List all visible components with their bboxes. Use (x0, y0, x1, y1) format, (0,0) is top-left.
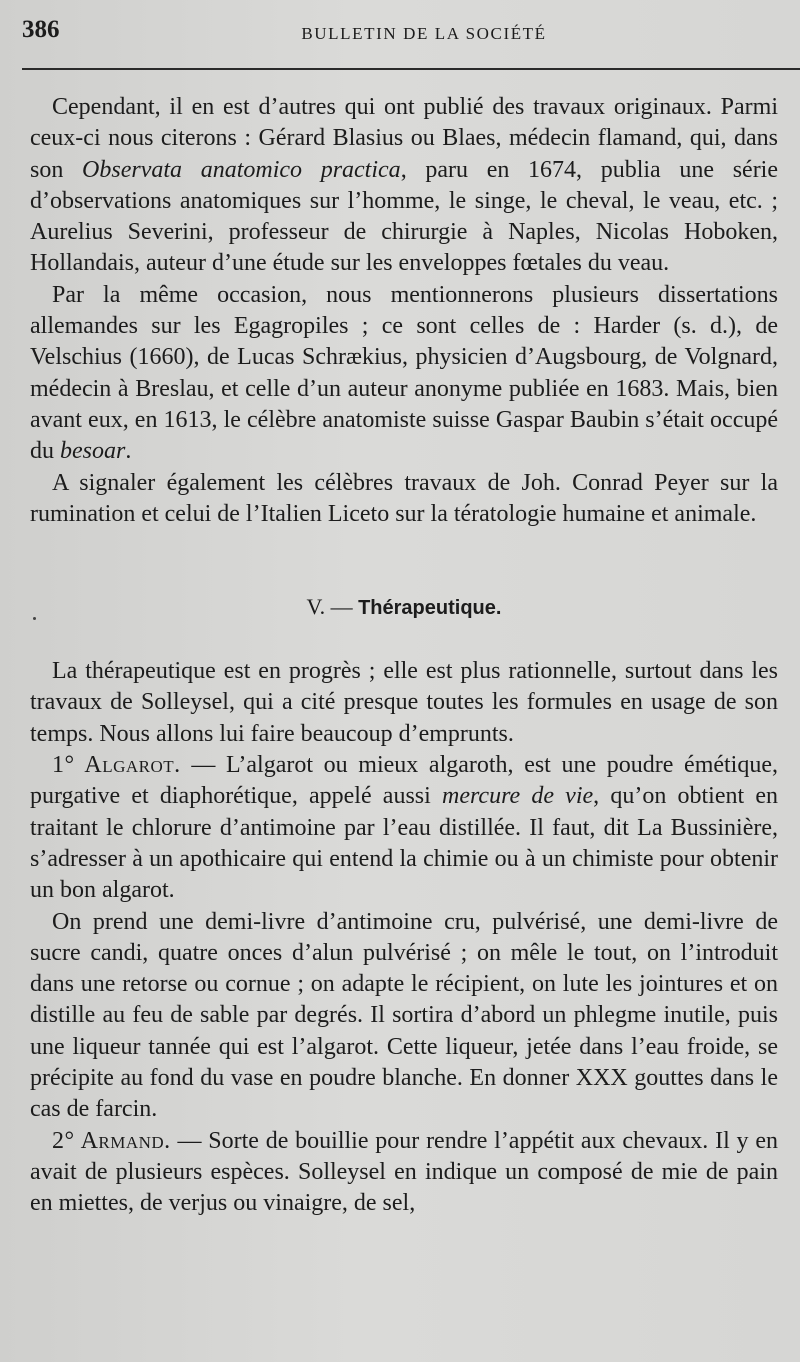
paragraph-dissertations (30, 280, 778, 468)
paragraph-text: Par la même occasion, nous mentionnerons plusieurs dissertations allemandes sur les Egagropiles ; ce sont celles de : Harder (s. d.), de Velschius (1660), de Lucas Schrækius, physicien d’Augsbourg, de Volgnard, médecin à Breslau, et celle d’un auteur anonyme publiée en 1683. Mais, bien avant eux, en 1613, le célèbre anatomiste suisse Gaspar Baubin s’était occupé du (30, 281, 778, 465)
book-title: Observata anatomico practica (82, 156, 401, 183)
running-head (22, 14, 778, 56)
paragraph-text: . (125, 438, 132, 465)
paragraph-therapeutique: La thérapeutique est en progrès ; elle est plus rationnelle, surtout dans les travaux de Solleysel, qui a cité presque toutes les formules en usage de son temps. Nous allons lui faire beaucoup d’emprunts. (30, 658, 778, 747)
section-title: Thérapeutique. (358, 597, 502, 620)
section-number: V. — (306, 594, 353, 620)
running-title: BULLETIN DE LA SOCIÉTÉ (301, 24, 547, 43)
paragraph-peyer: A signaler également les célèbres travaux de Joh. Conrad Peyer sur la rumination et celui de l’Italien Liceto sur la tératologie humaine et animale. (30, 469, 778, 527)
entry-label-armand: 2° Armand. (52, 1127, 171, 1154)
paragraph-text: Cependant, il en est d’autres qui ont publié des travaux originaux. Parmi ceux-ci nous citerons : Gérard Blasius ou Blaes, médecin flamand, qui, dans son (30, 94, 778, 183)
paragraph-armand (30, 1126, 778, 1220)
paragraph-recipe: On prend une demi-livre d’antimoine cru, pulvérisé, une demi-livre de sucre candi, quatre onces d’alun pulvérisé ; on mêle le tout, on l’introduit dans une retorse ou cornue ; on adapte le récipient, on lute les jointures et on distille au feu de sable par degrés. Il sortira d’abord un phlegme inutile, puis une liqueur tannée qui est l’algarot. Cette liqueur, jetée dans l’eau froide, se précipite au fond du vase en poudre blanche. En donner XXX gouttes dans le cas de farcin. (30, 908, 778, 1123)
italic-term: mercure de vie (441, 783, 594, 810)
header-rule (22, 68, 800, 70)
entry-label-algarot: 1° Algarot. (52, 752, 181, 779)
paragraph-authors (30, 92, 778, 280)
paragraph-text: , paru en 1674, publia une série d’observations anatomiques sur l’homme, le singe, le cheval, le veau, etc. ; Aurelius Severini, professeur de chirurgie à Naples, Nicolas Hoboken, Hollandais, auteur d’une étude sur les enveloppes fœtales du veau. (30, 156, 779, 277)
print-speck (33, 617, 36, 620)
page-number: 386 (22, 16, 60, 43)
body-text (30, 92, 778, 1220)
paragraph-text: — Sorte de bouillie pour rendre l’appétit aux chevaux. Il y en avait de plusieurs espèces. Solleysel en indique un composé de mie de pain en miettes, de verjus ou vinaigre, de sel, (30, 1127, 779, 1217)
paragraph-algarot (30, 750, 778, 906)
paragraph-text: — L’algarot ou mieux algaroth, est une poudre émétique, purgative et diaphorétique, appelé aussi (30, 752, 779, 810)
section-body (30, 656, 778, 1219)
section-heading (30, 592, 778, 622)
paragraph-text: , qu’on obtient en traitant le chlorure d’antimoine par l’eau distillée. Il faut, dit La Bussinière, s’adresser à un apothicaire qui entend la chimie ou à un chimiste pour obtenir un bon algarot. (30, 783, 778, 904)
italic-term: besoar (60, 438, 126, 465)
